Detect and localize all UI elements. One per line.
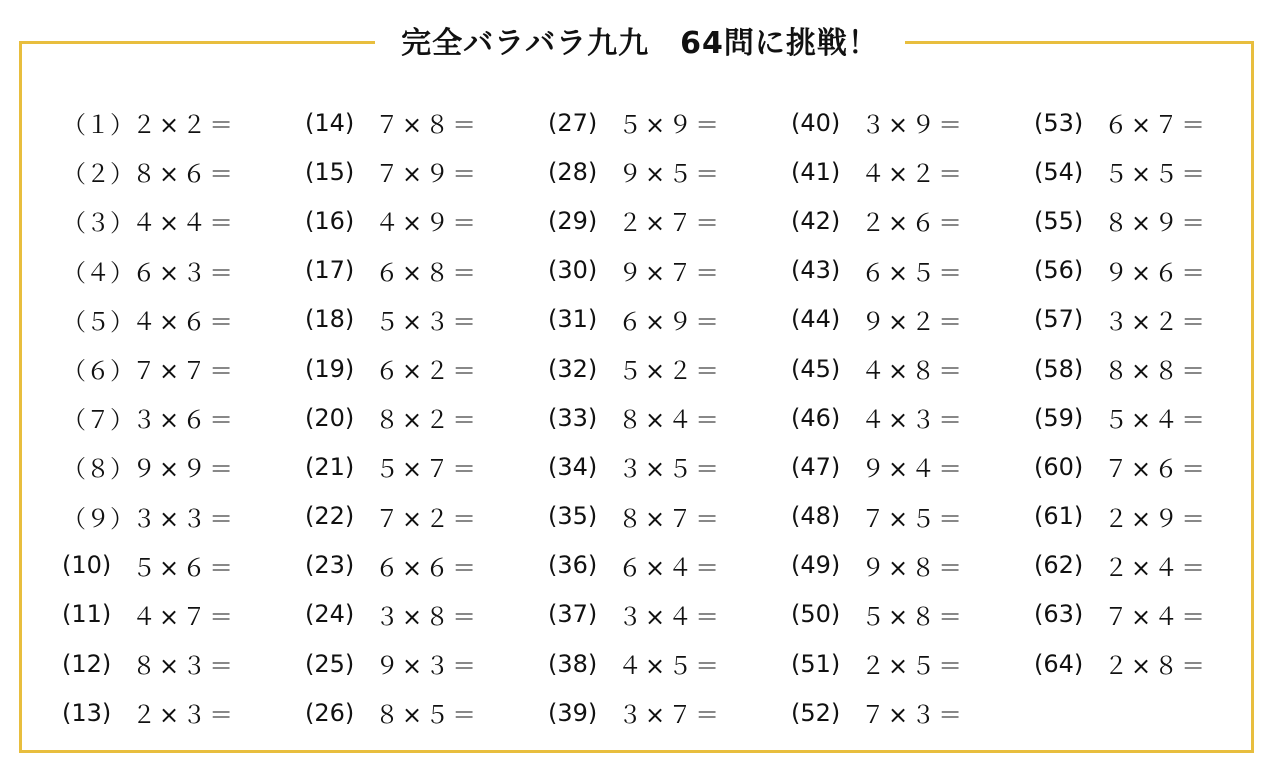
problem-item <box>791 688 1034 737</box>
problem-number: (26) <box>305 698 355 727</box>
problem-number: (52) <box>791 698 841 727</box>
problem-number: (20) <box>305 403 355 432</box>
problem-expression: ６×９＝ <box>618 307 723 336</box>
problem-item <box>305 147 548 196</box>
problem-expression: ８×３＝ <box>132 652 237 681</box>
problem-item <box>548 393 791 442</box>
problem-number: (12) <box>62 649 112 678</box>
problem-item <box>548 590 791 639</box>
problem-item <box>548 688 791 737</box>
problem-expression: ２×５＝ <box>861 652 966 681</box>
problem-expression: ３×７＝ <box>618 701 723 730</box>
problem-expression: ４×８＝ <box>861 357 966 386</box>
worksheet-title: 完全バラバラ九九 64問に挑戦！ <box>375 22 905 66</box>
problem-number: (28) <box>548 157 598 186</box>
problem-expression: ３×４＝ <box>618 602 723 631</box>
problem-item <box>62 688 305 737</box>
problem-item <box>1034 196 1277 245</box>
problem-expression: ５×６＝ <box>132 553 237 582</box>
problem-item <box>791 147 1034 196</box>
problem-expression: ８×７＝ <box>618 504 723 533</box>
problem-number: (11) <box>62 600 112 629</box>
problem-number: (46) <box>791 403 841 432</box>
problem-expression: ８×４＝ <box>618 406 723 435</box>
problem-item <box>305 393 548 442</box>
problem-item <box>1034 442 1277 491</box>
problem-number: (31) <box>548 305 598 334</box>
problem-expression: ６×５＝ <box>861 258 966 287</box>
problem-item <box>305 492 548 541</box>
problem-item <box>305 590 548 639</box>
problem-expression: ７×３＝ <box>861 701 966 730</box>
problem-number: (44) <box>791 305 841 334</box>
problem-item <box>791 344 1034 393</box>
problem-number: (41) <box>791 157 841 186</box>
problem-number: (34) <box>548 452 598 481</box>
problem-expression: ４×３＝ <box>861 406 966 435</box>
problem-item <box>62 590 305 639</box>
problem-expression: ２×３＝ <box>132 701 237 730</box>
problem-number: （９） <box>62 504 134 533</box>
problem-number: （４） <box>62 258 134 287</box>
problem-number: (49) <box>791 551 841 580</box>
problem-item <box>1034 393 1277 442</box>
problem-number: (58) <box>1034 354 1084 383</box>
problem-item <box>62 344 305 393</box>
problem-number: (13) <box>62 698 112 727</box>
problem-number: (47) <box>791 452 841 481</box>
problem-expression: ５×７＝ <box>375 455 480 484</box>
problem-number: (43) <box>791 256 841 285</box>
problem-item <box>305 442 548 491</box>
problem-expression: ７×７＝ <box>132 357 237 386</box>
problem-item <box>62 98 305 147</box>
problem-number: (33) <box>548 403 598 432</box>
problem-item <box>791 639 1034 688</box>
problem-expression: ９×４＝ <box>861 455 966 484</box>
problem-expression: ４×６＝ <box>132 307 237 336</box>
problem-item <box>548 344 791 393</box>
problem-expression: ７×６＝ <box>1104 455 1209 484</box>
problem-expression: ４×９＝ <box>375 209 480 238</box>
problem-item <box>62 393 305 442</box>
problem-expression: ２×８＝ <box>1104 652 1209 681</box>
problem-number: (54) <box>1034 157 1084 186</box>
problem-item <box>305 246 548 295</box>
problem-number: (24) <box>305 600 355 629</box>
problem-number: (14) <box>305 108 355 137</box>
problem-expression: ５×３＝ <box>375 307 480 336</box>
problem-expression: ４×５＝ <box>618 652 723 681</box>
problem-expression: ９×２＝ <box>861 307 966 336</box>
problem-item <box>548 541 791 590</box>
problem-expression: ９×６＝ <box>1104 258 1209 287</box>
problem-number: (57) <box>1034 305 1084 334</box>
problem-number: (48) <box>791 502 841 531</box>
problem-number: (64) <box>1034 649 1084 678</box>
problem-item <box>548 442 791 491</box>
problem-expression: ５×９＝ <box>618 111 723 140</box>
problem-number: (18) <box>305 305 355 334</box>
problem-item <box>62 541 305 590</box>
problem-column <box>62 98 305 737</box>
problem-column <box>305 98 548 737</box>
problem-column <box>548 98 791 737</box>
problem-item <box>548 492 791 541</box>
problem-number: (27) <box>548 108 598 137</box>
problem-item <box>62 442 305 491</box>
problem-number: (59) <box>1034 403 1084 432</box>
problem-expression: ８×２＝ <box>375 406 480 435</box>
problem-number: （８） <box>62 455 134 484</box>
problem-number: (22) <box>305 502 355 531</box>
problem-item <box>1034 246 1277 295</box>
problem-expression: ８×８＝ <box>1104 357 1209 386</box>
problem-item <box>305 688 548 737</box>
problem-expression: ６×７＝ <box>1104 111 1209 140</box>
problem-item <box>1034 590 1277 639</box>
problem-item <box>62 639 305 688</box>
problem-expression: ２×９＝ <box>1104 504 1209 533</box>
problem-item <box>791 393 1034 442</box>
problem-item <box>1034 492 1277 541</box>
problem-expression: ４×４＝ <box>132 209 237 238</box>
problem-number: (51) <box>791 649 841 678</box>
problem-item <box>305 639 548 688</box>
problem-item <box>548 196 791 245</box>
problem-expression: ８×５＝ <box>375 701 480 730</box>
problem-number: (19) <box>305 354 355 383</box>
problem-item <box>791 442 1034 491</box>
problem-expression: ９×８＝ <box>861 553 966 582</box>
problem-expression: ６×８＝ <box>375 258 480 287</box>
problem-expression: ５×８＝ <box>861 602 966 631</box>
problem-expression: ７×９＝ <box>375 160 480 189</box>
problem-item <box>1034 295 1277 344</box>
problem-item <box>791 98 1034 147</box>
problem-number: (42) <box>791 206 841 235</box>
problem-number: (32) <box>548 354 598 383</box>
problem-number: (37) <box>548 600 598 629</box>
problem-item <box>1034 147 1277 196</box>
problem-number: (53) <box>1034 108 1084 137</box>
problem-expression: ５×２＝ <box>618 357 723 386</box>
problem-number: (15) <box>305 157 355 186</box>
problem-item <box>548 147 791 196</box>
problem-item <box>791 295 1034 344</box>
problem-item <box>791 246 1034 295</box>
problem-item <box>791 492 1034 541</box>
problem-item <box>305 98 548 147</box>
problem-number: (50) <box>791 600 841 629</box>
problem-item <box>548 295 791 344</box>
problem-expression: ３×８＝ <box>375 602 480 631</box>
problem-expression: ６×６＝ <box>375 553 480 582</box>
problem-item <box>1034 639 1277 688</box>
problem-item <box>1034 541 1277 590</box>
problem-number: (25) <box>305 649 355 678</box>
problem-expression: ９×３＝ <box>375 652 480 681</box>
problem-number: （５） <box>62 307 134 336</box>
problem-number: (38) <box>548 649 598 678</box>
problem-number: (61) <box>1034 502 1084 531</box>
problem-number: （６） <box>62 357 134 386</box>
problem-expression: ５×５＝ <box>1104 160 1209 189</box>
problem-columns <box>62 98 1277 737</box>
problem-number: (62) <box>1034 551 1084 580</box>
problem-expression: ９×７＝ <box>618 258 723 287</box>
problem-expression: ６×２＝ <box>375 357 480 386</box>
problem-expression: ４×７＝ <box>132 602 237 631</box>
problem-number: (10) <box>62 551 112 580</box>
problem-number: (56) <box>1034 256 1084 285</box>
problem-item <box>548 246 791 295</box>
problem-expression: ７×５＝ <box>861 504 966 533</box>
problem-number: (63) <box>1034 600 1084 629</box>
problem-expression: ２×２＝ <box>132 111 237 140</box>
problem-number: （２） <box>62 160 134 189</box>
problem-number: (23) <box>305 551 355 580</box>
problem-expression: ７×２＝ <box>375 504 480 533</box>
problem-number: (35) <box>548 502 598 531</box>
problem-expression: ３×５＝ <box>618 455 723 484</box>
problem-expression: ２×７＝ <box>618 209 723 238</box>
problem-item <box>62 295 305 344</box>
problem-number: (36) <box>548 551 598 580</box>
problem-item <box>305 196 548 245</box>
problem-item <box>791 541 1034 590</box>
problem-expression: ９×９＝ <box>132 455 237 484</box>
problem-expression: ３×２＝ <box>1104 307 1209 336</box>
problem-item <box>791 196 1034 245</box>
problem-number: (17) <box>305 256 355 285</box>
problem-item <box>548 639 791 688</box>
problem-expression: ３×３＝ <box>132 504 237 533</box>
problem-expression: ７×８＝ <box>375 111 480 140</box>
problem-expression: ５×４＝ <box>1104 406 1209 435</box>
problem-expression: ３×６＝ <box>132 406 237 435</box>
problem-expression: ８×６＝ <box>132 160 237 189</box>
problem-number: (21) <box>305 452 355 481</box>
problem-item <box>62 196 305 245</box>
problem-item <box>305 541 548 590</box>
problem-expression: ４×２＝ <box>861 160 966 189</box>
problem-expression: ８×９＝ <box>1104 209 1209 238</box>
problem-item <box>548 98 791 147</box>
problem-expression: ２×６＝ <box>861 209 966 238</box>
problem-item <box>305 295 548 344</box>
problem-number: (30) <box>548 256 598 285</box>
problem-number: （３） <box>62 209 134 238</box>
problem-item <box>1034 98 1277 147</box>
problem-number: (45) <box>791 354 841 383</box>
problem-number: (39) <box>548 698 598 727</box>
problem-item <box>62 246 305 295</box>
problem-item <box>791 590 1034 639</box>
problem-item <box>62 147 305 196</box>
problem-expression: ６×４＝ <box>618 553 723 582</box>
problem-number: (16) <box>305 206 355 235</box>
problem-expression: ６×３＝ <box>132 258 237 287</box>
problem-column <box>791 98 1034 737</box>
problem-number: （１） <box>62 111 134 140</box>
problem-number: （７） <box>62 406 134 435</box>
problem-number: (40) <box>791 108 841 137</box>
problem-number: (55) <box>1034 206 1084 235</box>
problem-expression: ３×９＝ <box>861 111 966 140</box>
problem-expression: ７×４＝ <box>1104 602 1209 631</box>
problem-number: (60) <box>1034 452 1084 481</box>
problem-item <box>62 492 305 541</box>
problem-item <box>1034 344 1277 393</box>
problem-item <box>305 344 548 393</box>
problem-number: (29) <box>548 206 598 235</box>
problem-column <box>1034 98 1277 737</box>
problem-expression: ９×５＝ <box>618 160 723 189</box>
problem-expression: ２×４＝ <box>1104 553 1209 582</box>
